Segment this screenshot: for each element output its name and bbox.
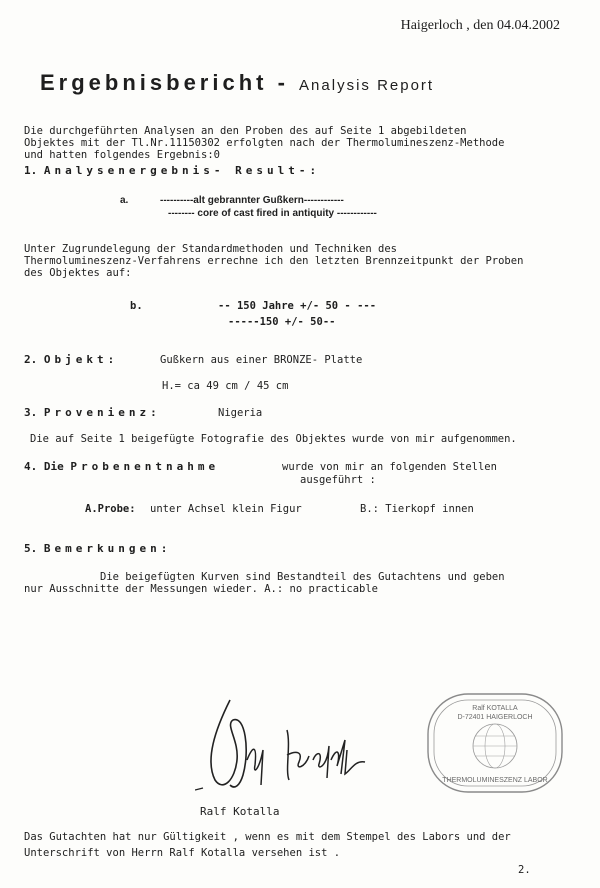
intro-line-1: Die durchgeführten Analysen an den Proben des auf Seite 1 abgebildeten <box>24 125 467 137</box>
section1-number: 1. <box>24 164 38 177</box>
section1-line-b2: -----150 +/- 50-- <box>228 316 336 328</box>
section3-number: 3. <box>24 406 38 419</box>
probe-a-text: unter Achsel klein Figur <box>150 503 302 515</box>
section1-line-b1: -- 150 Jahre +/- 50 - --- <box>218 300 377 312</box>
section1-para-1: Unter Zugrundelegung der Standardmethoden und Techniken des <box>24 243 397 255</box>
footer-line-2: Unterschrift von Herrn Ralf Kotalla versehen ist . <box>24 847 341 859</box>
section4-number: 4. <box>24 460 38 473</box>
probe-b-text: B.: Tierkopf innen <box>360 503 474 515</box>
section5-heading <box>24 542 171 555</box>
section4-text-2: ausgeführt : <box>300 474 376 486</box>
section4-title: Probenentnahme <box>70 460 220 473</box>
intro-line-3: und hatten folgendes Ergebnis:0 <box>24 149 220 161</box>
signer-name: Ralf Kotalla <box>200 805 280 818</box>
section1-label-b: b. <box>130 300 143 312</box>
footer-line-1: Das Gutachten hat nur Gültigkeit , wenn es mit dem Stempel des Labors und der <box>24 831 511 843</box>
section5-title: Bemerkungen: <box>43 542 172 555</box>
title-main: Ergebnisbericht <box>40 70 268 95</box>
lab-stamp <box>420 688 570 798</box>
stamp-text-2: D-72401 HAIGERLOCH <box>457 714 533 721</box>
section4-text-1: wurde von mir an folgenden Stellen <box>282 461 497 473</box>
date-prefix: Haigerloch , den <box>400 18 497 33</box>
section5-line-2: nur Ausschnitte der Messungen wieder. A.: no practicable <box>24 583 379 595</box>
section2-title: Objekt: <box>43 353 119 366</box>
section3-title: Provenienz: <box>43 406 161 419</box>
section2-value: Gußkern aus einer BRONZE- Platte <box>160 354 363 366</box>
section2-number: 2. <box>24 353 38 366</box>
section1-line-a2: -------- core of cast fired in antiquity ------------ <box>168 208 377 219</box>
section3-value: Nigeria <box>218 407 263 419</box>
page-number: 2. <box>518 864 531 876</box>
section1-label-a: a. <box>120 195 129 206</box>
section1-para-3: des Objektes auf: <box>24 267 132 279</box>
section5-line-1: Die beigefügten Kurven sind Bestandteil des Gutachtens und geben <box>100 571 505 583</box>
section5-number: 5. <box>24 542 38 555</box>
section4-prefix: Die <box>43 460 71 473</box>
report-date: 04.04.2002 <box>497 18 560 33</box>
section2-heading <box>24 353 118 366</box>
section1-title: Analysenergebnis- Result-: <box>43 164 321 177</box>
title-sub: Analysis Report <box>299 77 435 94</box>
stamp-text-3: THERMOLUMINESZENZ LABOR <box>442 777 548 784</box>
section3-heading <box>24 406 161 419</box>
stamp-text-1: Ralf KOTALLA <box>472 705 518 712</box>
section1-para-2: Thermolumineszenz-Verfahrens errechne ich den letzten Brennzeitpunkt der Proben <box>24 255 524 267</box>
section4-heading <box>24 460 219 473</box>
section1-line-a1: ----------alt gebrannter Gußkern------------ <box>160 195 344 206</box>
probe-a-label: A.Probe: <box>85 503 136 515</box>
section1-heading <box>24 164 320 177</box>
handwritten-signature <box>195 690 395 800</box>
section3-note: Die auf Seite 1 beigefügte Fotografie des Objektes wurde von mir aufgenommen. <box>30 433 517 445</box>
section2-dims: H.= ca 49 cm / 45 cm <box>162 380 289 392</box>
page-title <box>40 70 434 96</box>
date-line <box>401 18 560 34</box>
intro-line-2: Objektes mit der Tl.Nr.11150302 erfolgten nach der Thermolumineszenz-Methode <box>24 137 505 149</box>
title-dash: - <box>267 70 300 95</box>
